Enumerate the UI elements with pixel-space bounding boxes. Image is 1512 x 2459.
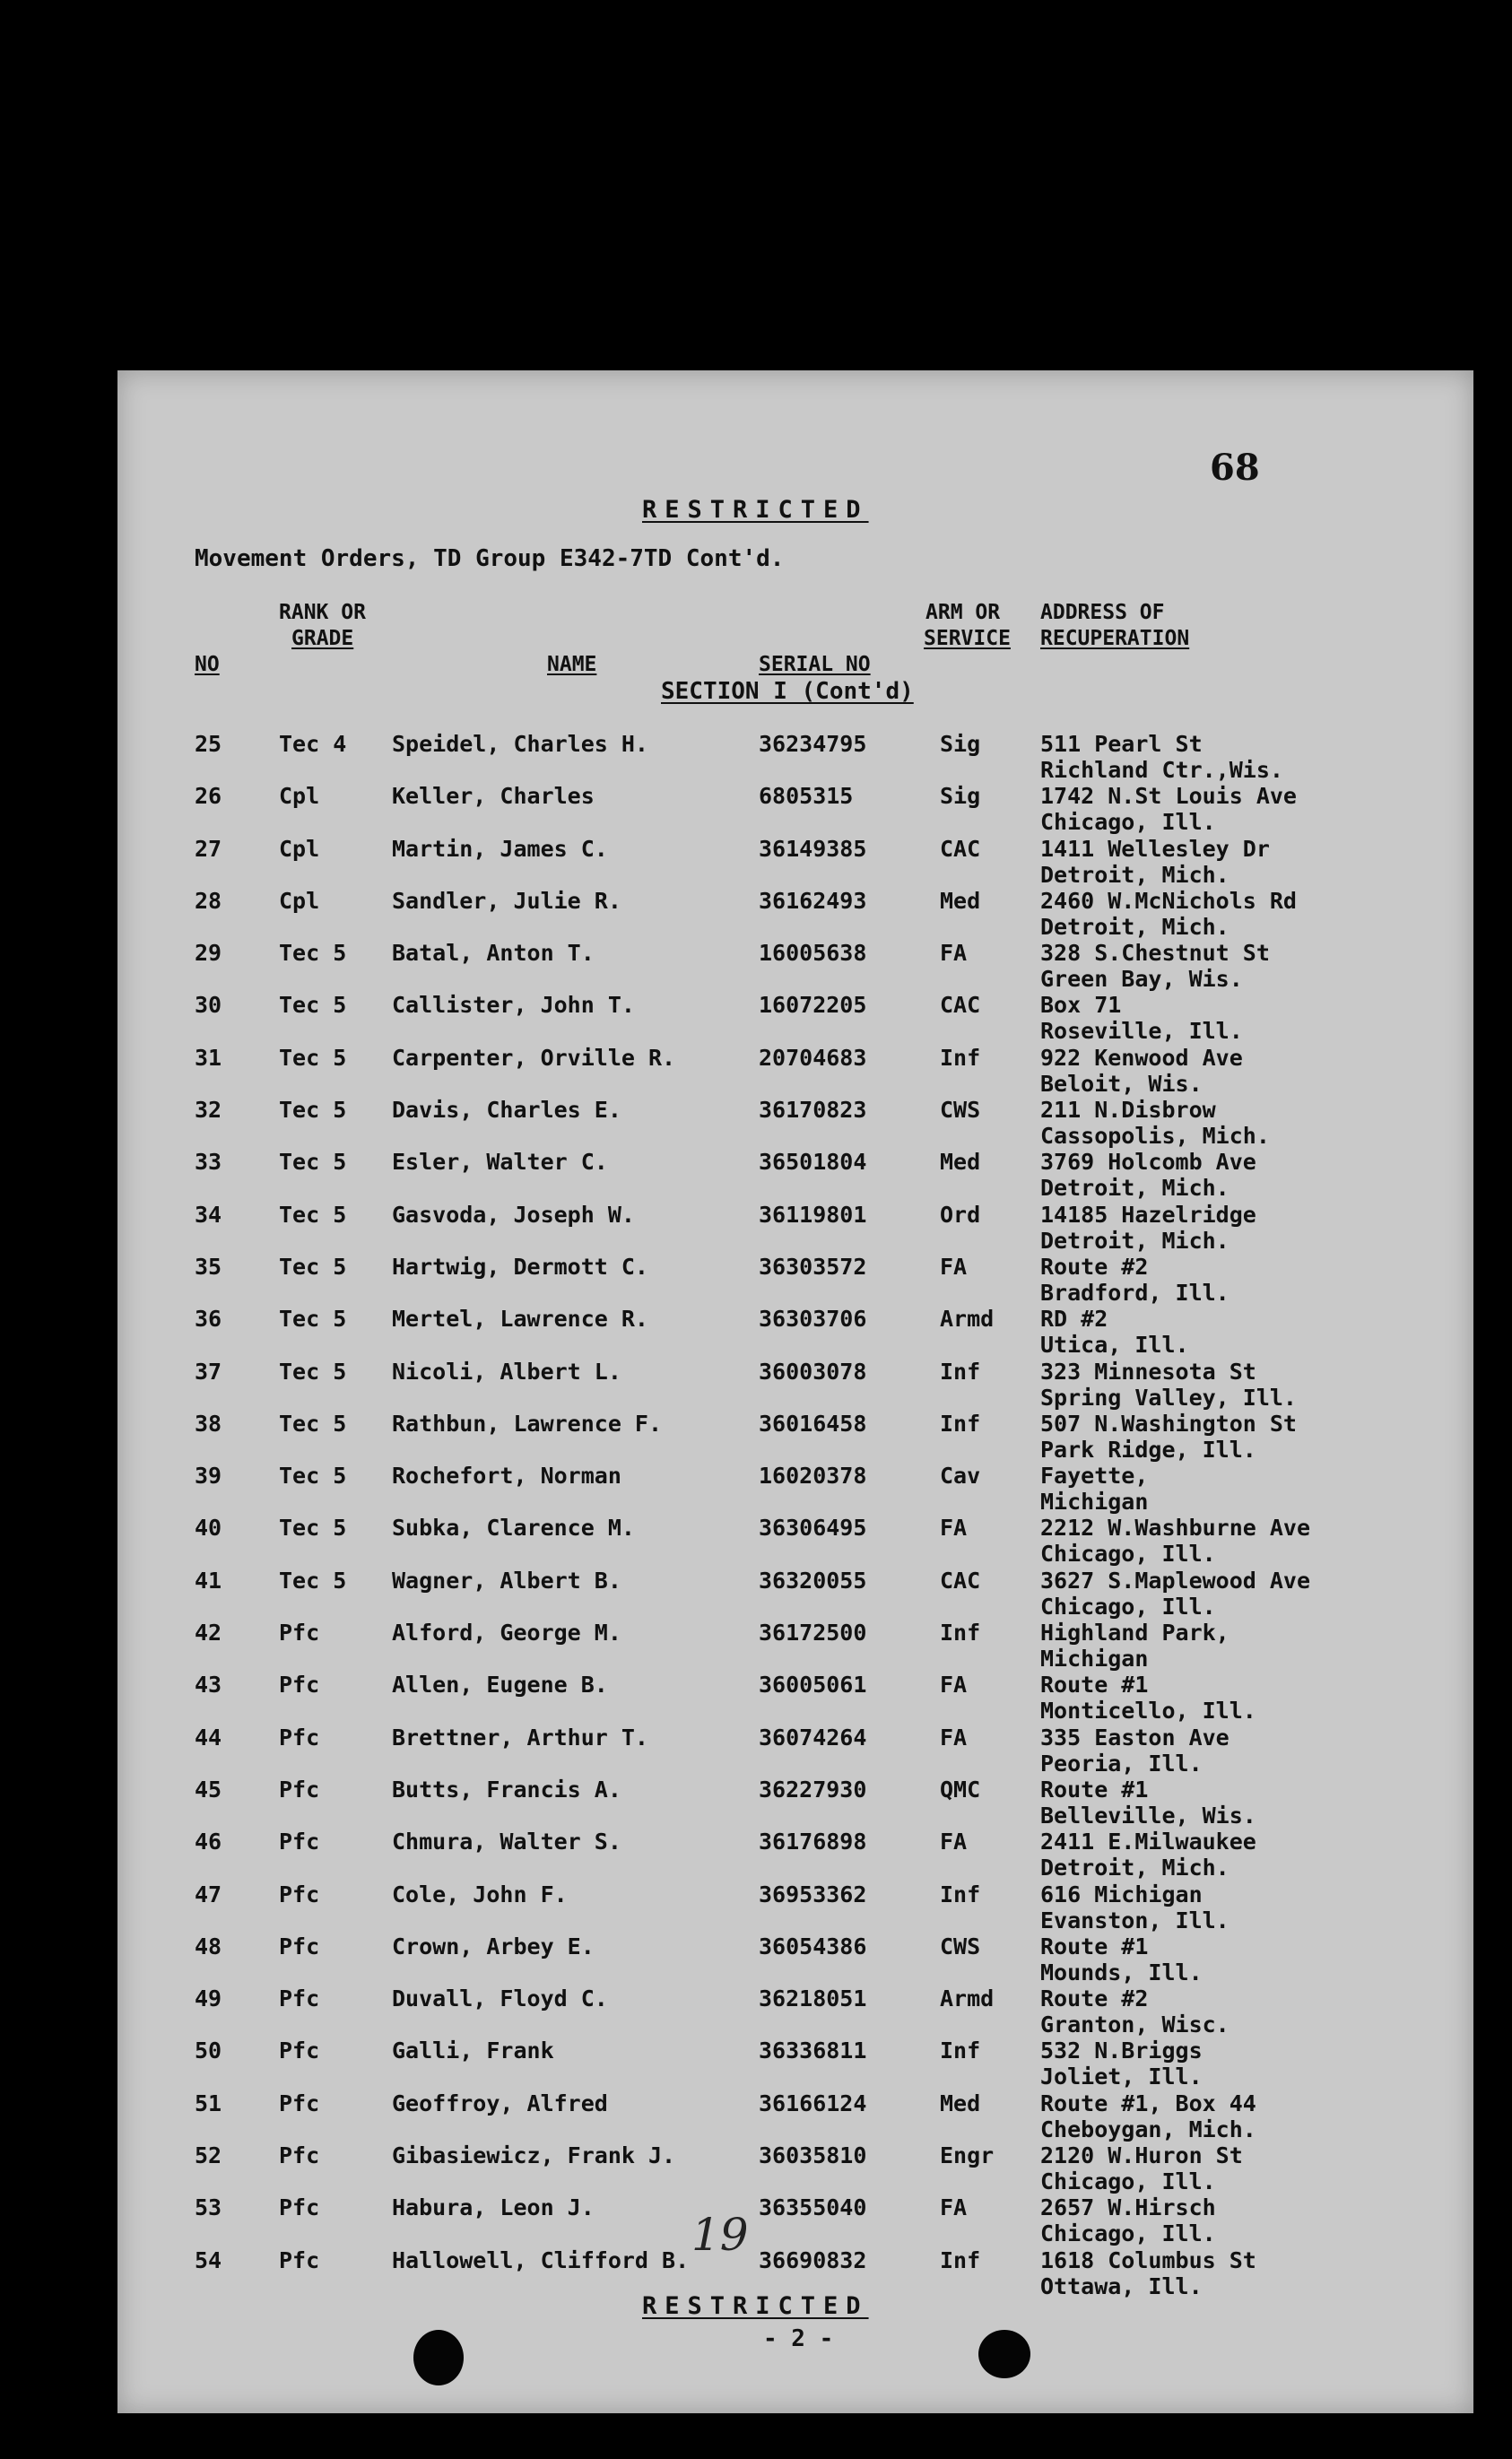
row-no: 32: [195, 1097, 222, 1124]
row-name: Hartwig, Dermott C.: [392, 1253, 648, 1280]
row-arm: CWS: [940, 1097, 981, 1124]
row-name: Rochefort, Norman: [392, 1463, 621, 1490]
row-serial: 36303572: [759, 1253, 867, 1280]
row-address-line2: Chicago, Ill.: [1040, 809, 1216, 836]
row-serial: 36005061: [759, 1672, 867, 1699]
row-name: Gasvoda, Joseph W.: [392, 1201, 635, 1228]
row-name: Esler, Walter C.: [392, 1149, 608, 1176]
row-arm: Inf: [940, 1881, 981, 1907]
row-address-line1: 328 S.Chestnut St: [1040, 940, 1270, 967]
row-name: Keller, Charles: [392, 783, 595, 810]
row-serial: 36234795: [759, 731, 867, 757]
row-serial: 36035810: [759, 2142, 867, 2169]
row-serial: 36170823: [759, 1097, 867, 1124]
row-address-line2: Green Bay, Wis.: [1040, 966, 1243, 993]
punch-hole-right: [978, 2330, 1030, 2378]
row-address-line1: 1411 Wellesley Dr: [1040, 835, 1270, 862]
row-arm: Inf: [940, 1044, 981, 1071]
row-name: Alford, George M.: [392, 1620, 621, 1647]
row-name: Duvall, Floyd C.: [392, 1985, 608, 2012]
row-address-line2: Mounds, Ill.: [1040, 1959, 1203, 1985]
row-rank: Tec 5: [279, 1097, 347, 1124]
row-rank: Tec 5: [279, 1515, 347, 1542]
col-arm-line2: SERVICE: [924, 627, 1011, 650]
row-address-line2: Belleville, Wis.: [1040, 1802, 1256, 1829]
table-row: [117, 1254, 1473, 1306]
row-address-line2: Chicago, Ill.: [1040, 2220, 1216, 2247]
row-address-line2: Richland Ctr.,Wis.: [1040, 757, 1283, 783]
restricted-footer: RESTRICTED: [642, 2292, 869, 2320]
col-header-serial: [759, 626, 871, 678]
col-header-address: [1040, 600, 1189, 652]
table-row: [117, 1463, 1473, 1515]
col-serial-label: SERIAL NO: [759, 653, 871, 676]
row-arm: CWS: [940, 1933, 981, 1959]
row-arm: FA: [940, 2194, 968, 2221]
row-address-line2: Detroit, Mich.: [1040, 1227, 1230, 1254]
row-serial: 36054386: [759, 1933, 867, 1959]
row-rank: Pfc: [279, 2038, 320, 2064]
row-serial: 6805315: [759, 783, 854, 810]
row-serial: 36303706: [759, 1306, 867, 1333]
row-address-line2: Roseville, Ill.: [1040, 1018, 1243, 1045]
table-row: [117, 1045, 1473, 1097]
row-address-line2: Bradford, Ill.: [1040, 1279, 1230, 1306]
row-arm: Med: [940, 2090, 981, 2116]
row-address-line1: 1618 Columbus St: [1040, 2246, 1256, 2273]
row-no: 39: [195, 1463, 222, 1490]
table-row: [117, 2194, 1473, 2246]
row-address-line1: 2212 W.Washburne Ave: [1040, 1515, 1311, 1542]
row-name: Brettner, Arthur T.: [392, 1724, 648, 1751]
row-no: 52: [195, 2142, 222, 2169]
table-row: [117, 1777, 1473, 1829]
row-address-line1: Fayette,: [1040, 1463, 1149, 1490]
row-address-line2: Joliet, Ill.: [1040, 2064, 1203, 2090]
table-row: [117, 1933, 1473, 1985]
row-serial: 36166124: [759, 2090, 867, 2116]
row-name: Allen, Eugene B.: [392, 1672, 608, 1699]
table-row: [117, 1149, 1473, 1201]
row-name: Gibasiewicz, Frank J.: [392, 2142, 676, 2169]
col-header-rank: [279, 600, 366, 652]
row-name: Nicoli, Albert L.: [392, 1358, 621, 1385]
col-name-label: NAME: [547, 653, 597, 676]
table-row: [117, 2142, 1473, 2194]
row-no: 29: [195, 940, 222, 967]
row-name: Batal, Anton T.: [392, 940, 595, 967]
row-address-line1: Route #1, Box 44: [1040, 2090, 1256, 2116]
row-rank: Cpl: [279, 835, 320, 862]
row-arm: Armd: [940, 1985, 995, 2012]
row-serial: 36336811: [759, 2038, 867, 2064]
row-rank: Tec 4: [279, 731, 347, 757]
table-row: [117, 1515, 1473, 1567]
row-no: 40: [195, 1515, 222, 1542]
row-no: 45: [195, 1776, 222, 1803]
row-arm: Engr: [940, 2142, 995, 2169]
row-address-line2: Detroit, Mich.: [1040, 1855, 1230, 1881]
row-address-line1: Highland Park,: [1040, 1620, 1230, 1647]
page-indicator: - 2 -: [763, 2325, 834, 2352]
row-address-line1: 532 N.Briggs: [1040, 2038, 1203, 2064]
row-address-line1: 323 Minnesota St: [1040, 1358, 1256, 1385]
document-page: [117, 370, 1473, 2413]
row-address-line1: 511 Pearl St: [1040, 731, 1203, 757]
row-address-line1: 922 Kenwood Ave: [1040, 1044, 1243, 1071]
col-no-label: NO: [195, 653, 220, 676]
row-address-line1: Route #1: [1040, 1933, 1149, 1959]
row-no: 51: [195, 2090, 222, 2116]
row-rank: Tec 5: [279, 1044, 347, 1071]
col-addr-line1: ADDRESS OF: [1040, 601, 1165, 624]
row-serial: 36306495: [759, 1515, 867, 1542]
row-name: Subka, Clarence M.: [392, 1515, 635, 1542]
row-serial: 36176898: [759, 1829, 867, 1855]
row-arm: Inf: [940, 2246, 981, 2273]
row-arm: Inf: [940, 2038, 981, 2064]
row-no: 31: [195, 1044, 222, 1071]
table-row: [117, 731, 1473, 783]
row-address-line2: Granton, Wisc.: [1040, 2012, 1230, 2038]
row-rank: Pfc: [279, 2090, 320, 2116]
row-address-line1: 507 N.Washington St: [1040, 1410, 1297, 1437]
row-serial: 16005638: [759, 940, 867, 967]
row-serial: 36074264: [759, 1724, 867, 1751]
table-row: [117, 1202, 1473, 1254]
page-number: 68: [1210, 447, 1260, 489]
row-serial: 36320055: [759, 1567, 867, 1594]
row-address-line2: Peoria, Ill.: [1040, 1750, 1203, 1777]
table-row: [117, 2090, 1473, 2142]
table-row: [117, 1881, 1473, 1933]
row-rank: Pfc: [279, 2194, 320, 2221]
row-no: 35: [195, 1253, 222, 1280]
row-address-line2: Chicago, Ill.: [1040, 1593, 1216, 1620]
table-row: [117, 940, 1473, 992]
row-no: 27: [195, 835, 222, 862]
row-address-line2: Beloit, Wis.: [1040, 1070, 1203, 1097]
row-rank: Pfc: [279, 1672, 320, 1699]
row-no: 36: [195, 1306, 222, 1333]
row-rank: Tec 5: [279, 1253, 347, 1280]
row-address-line2: Park Ridge, Ill.: [1040, 1436, 1256, 1463]
row-name: Callister, John T.: [392, 992, 635, 1019]
row-arm: CAC: [940, 1567, 981, 1594]
table-row: [117, 836, 1473, 888]
row-address-line1: 616 Michigan: [1040, 1881, 1203, 1907]
row-arm: Sig: [940, 783, 981, 810]
personnel-table: [117, 731, 1473, 2299]
row-arm: Armd: [940, 1306, 995, 1333]
row-serial: 36355040: [759, 2194, 867, 2221]
row-name: Sandler, Julie R.: [392, 887, 621, 914]
row-address-line2: Chicago, Ill.: [1040, 1541, 1216, 1568]
row-serial: 36501804: [759, 1149, 867, 1176]
col-header-name: [547, 626, 596, 678]
table-row: [117, 1306, 1473, 1358]
row-address-line2: Detroit, Mich.: [1040, 1175, 1230, 1202]
row-rank: Cpl: [279, 783, 320, 810]
col-rank-line1: RANK OR: [279, 601, 366, 624]
row-rank: Tec 5: [279, 1567, 347, 1594]
row-rank: Tec 5: [279, 1306, 347, 1333]
row-no: 42: [195, 1620, 222, 1647]
row-no: 54: [195, 2246, 222, 2273]
row-no: 33: [195, 1149, 222, 1176]
row-address-line1: Box 71: [1040, 992, 1122, 1019]
row-address-line1: Route #1: [1040, 1672, 1149, 1699]
row-serial: 16072205: [759, 992, 867, 1019]
row-arm: Med: [940, 1149, 981, 1176]
table-row: [117, 2038, 1473, 2090]
row-no: 46: [195, 1829, 222, 1855]
row-rank: Tec 5: [279, 1201, 347, 1228]
row-address-line1: 2120 W.Huron St: [1040, 2142, 1243, 2169]
row-arm: Inf: [940, 1410, 981, 1437]
row-serial: 36003078: [759, 1358, 867, 1385]
row-name: Crown, Arbey E.: [392, 1933, 595, 1959]
row-rank: Tec 5: [279, 992, 347, 1019]
row-address-line2: Cheboygan, Mich.: [1040, 2116, 1256, 2142]
row-name: Wagner, Albert B.: [392, 1567, 621, 1594]
row-no: 37: [195, 1358, 222, 1385]
table-row: [117, 1359, 1473, 1411]
row-no: 53: [195, 2194, 222, 2221]
table-row: [117, 888, 1473, 940]
row-serial: 36953362: [759, 1881, 867, 1907]
row-name: Martin, James C.: [392, 835, 608, 862]
punch-hole-left: [413, 2330, 464, 2385]
row-name: Habura, Leon J.: [392, 2194, 595, 2221]
row-address-line1: 1742 N.St Louis Ave: [1040, 783, 1297, 810]
row-address-line2: Monticello, Ill.: [1040, 1698, 1256, 1725]
row-name: Galli, Frank: [392, 2038, 554, 2064]
row-address-line1: 211 N.Disbrow: [1040, 1097, 1216, 1124]
col-rank-line2: GRADE: [291, 627, 354, 650]
row-address-line1: Route #2: [1040, 1985, 1149, 2012]
row-address-line2: Detroit, Mich.: [1040, 913, 1230, 940]
row-address-line2: Evanston, Ill.: [1040, 1907, 1230, 1933]
row-address-line1: 2460 W.McNichols Rd: [1040, 887, 1297, 914]
row-address-line2: Chicago, Ill.: [1040, 2168, 1216, 2195]
row-no: 50: [195, 2038, 222, 2064]
row-address-line1: RD #2: [1040, 1306, 1108, 1333]
row-address-line2: Michigan: [1040, 1489, 1149, 1516]
row-address-line2: Cassopolis, Mich.: [1040, 1123, 1270, 1150]
row-serial: 36149385: [759, 835, 867, 862]
row-name: Mertel, Lawrence R.: [392, 1306, 648, 1333]
row-rank: Tec 5: [279, 1149, 347, 1176]
row-no: 48: [195, 1933, 222, 1959]
table-row: [117, 1672, 1473, 1724]
row-address-line1: 14185 Hazelridge: [1040, 1201, 1256, 1228]
row-address-line1: Route #1: [1040, 1776, 1149, 1803]
row-no: 34: [195, 1201, 222, 1228]
row-arm: FA: [940, 940, 968, 967]
table-row: [117, 1097, 1473, 1149]
document-heading: Movement Orders, TD Group E342-7TD Cont'd.: [195, 545, 785, 572]
table-row: [117, 1620, 1473, 1672]
row-address-line1: 335 Easton Ave: [1040, 1724, 1230, 1751]
row-no: 30: [195, 992, 222, 1019]
row-arm: FA: [940, 1253, 968, 1280]
row-name: Carpenter, Orville R.: [392, 1044, 676, 1071]
row-serial: 36218051: [759, 1985, 867, 2012]
row-arm: FA: [940, 1515, 968, 1542]
restricted-header: RESTRICTED: [642, 496, 869, 524]
col-header-no: [195, 626, 220, 678]
row-arm: QMC: [940, 1776, 981, 1803]
row-serial: 16020378: [759, 1463, 867, 1490]
row-serial: 36119801: [759, 1201, 867, 1228]
row-no: 26: [195, 783, 222, 810]
row-address-line2: Utica, Ill.: [1040, 1332, 1189, 1359]
row-no: 49: [195, 1985, 222, 2012]
row-rank: Pfc: [279, 1985, 320, 2012]
row-rank: Pfc: [279, 1776, 320, 1803]
table-row: [117, 1985, 1473, 2038]
row-rank: Tec 5: [279, 1410, 347, 1437]
row-arm: FA: [940, 1829, 968, 1855]
row-rank: Tec 5: [279, 940, 347, 967]
row-address-line1: 2657 W.Hirsch: [1040, 2194, 1216, 2221]
table-row: [117, 1829, 1473, 1881]
section-title: SECTION I (Cont'd): [661, 678, 914, 705]
row-no: 47: [195, 1881, 222, 1907]
row-serial: 20704683: [759, 1044, 867, 1071]
row-rank: Pfc: [279, 1724, 320, 1751]
row-rank: Pfc: [279, 1933, 320, 1959]
row-rank: Pfc: [279, 1829, 320, 1855]
row-address-line1: 3627 S.Maplewood Ave: [1040, 1567, 1311, 1594]
row-address-line1: 3769 Holcomb Ave: [1040, 1149, 1256, 1176]
row-name: Chmura, Walter S.: [392, 1829, 621, 1855]
row-serial: 36172500: [759, 1620, 867, 1647]
row-rank: Pfc: [279, 1881, 320, 1907]
row-arm: Med: [940, 887, 981, 914]
row-arm: CAC: [940, 835, 981, 862]
row-rank: Pfc: [279, 2246, 320, 2273]
row-rank: Pfc: [279, 2142, 320, 2169]
row-arm: FA: [940, 1724, 968, 1751]
row-address-line2: Michigan: [1040, 1646, 1149, 1673]
row-name: Cole, John F.: [392, 1881, 568, 1907]
row-address-line2: Ottawa, Ill.: [1040, 2272, 1203, 2299]
handwritten-mark: 19: [691, 2209, 749, 2261]
row-name: Rathbun, Lawrence F.: [392, 1410, 663, 1437]
row-rank: Pfc: [279, 1620, 320, 1647]
row-no: 41: [195, 1567, 222, 1594]
row-serial: 36227930: [759, 1776, 867, 1803]
table-row: [117, 1568, 1473, 1620]
row-rank: Cpl: [279, 887, 320, 914]
table-row: [117, 992, 1473, 1044]
row-address-line2: Spring Valley, Ill.: [1040, 1384, 1297, 1411]
row-no: 25: [195, 731, 222, 757]
row-no: 43: [195, 1672, 222, 1699]
table-row: [117, 783, 1473, 835]
col-arm-line1: ARM OR: [925, 601, 1001, 624]
table-row: [117, 1411, 1473, 1463]
row-address-line2: Detroit, Mich.: [1040, 861, 1230, 888]
row-arm: Ord: [940, 1201, 981, 1228]
row-name: Hallowell, Clifford B.: [392, 2246, 690, 2273]
row-arm: Sig: [940, 731, 981, 757]
row-address-line1: Route #2: [1040, 1253, 1149, 1280]
row-no: 44: [195, 1724, 222, 1751]
row-arm: Cav: [940, 1463, 981, 1490]
row-arm: Inf: [940, 1620, 981, 1647]
row-serial: 36162493: [759, 887, 867, 914]
row-arm: FA: [940, 1672, 968, 1699]
row-arm: Inf: [940, 1358, 981, 1385]
table-row: [117, 1725, 1473, 1777]
row-name: Butts, Francis A.: [392, 1776, 621, 1803]
row-serial: 36690832: [759, 2246, 867, 2273]
row-no: 38: [195, 1410, 222, 1437]
row-name: Geoffroy, Alfred: [392, 2090, 608, 2116]
row-arm: CAC: [940, 992, 981, 1019]
col-header-arm: [924, 600, 1011, 652]
row-serial: 36016458: [759, 1410, 867, 1437]
row-address-line1: 2411 E.Milwaukee: [1040, 1829, 1256, 1855]
col-addr-line2: RECUPERATION: [1040, 627, 1190, 650]
row-name: Speidel, Charles H.: [392, 731, 648, 757]
row-rank: Tec 5: [279, 1463, 347, 1490]
row-rank: Tec 5: [279, 1358, 347, 1385]
row-name: Davis, Charles E.: [392, 1097, 621, 1124]
row-no: 28: [195, 887, 222, 914]
